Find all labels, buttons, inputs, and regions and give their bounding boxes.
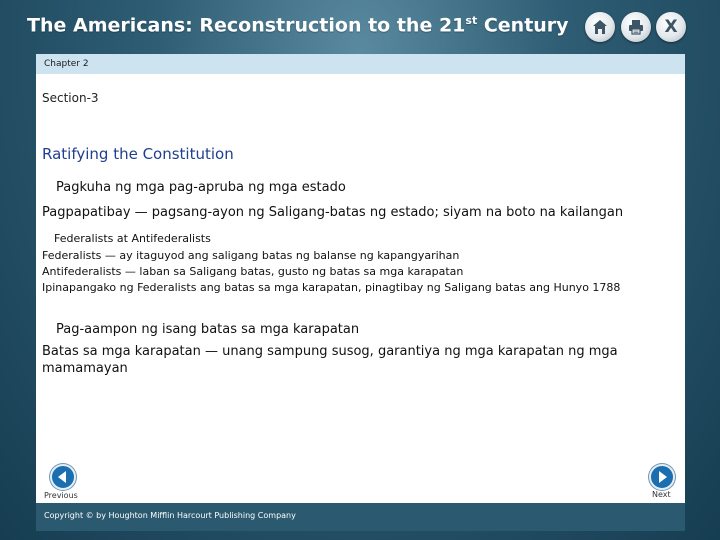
- arrow-right-icon: [651, 466, 673, 488]
- chapter-label: Chapter 2: [44, 59, 89, 69]
- bullet-heading: Pag-aampon ng isang batas sa mga karapatan: [56, 322, 360, 337]
- bullet-heading: Federalists at Antifederalists: [54, 232, 211, 245]
- copyright-text: Copyright © by Houghton Mifflin Harcourt Publishing Company: [44, 511, 296, 520]
- title-superscript: st: [465, 14, 478, 27]
- home-icon: [591, 18, 609, 36]
- bullet-heading: Pagkuha ng mga pag-apruba ng mga estado: [56, 180, 346, 195]
- close-button[interactable]: [656, 12, 686, 42]
- title-suffix: Century: [477, 14, 569, 37]
- next-label[interactable]: Next: [652, 490, 671, 499]
- page-title: [27, 14, 569, 36]
- print-icon: [627, 18, 645, 36]
- home-button[interactable]: [585, 12, 615, 42]
- content-panel: [36, 54, 685, 531]
- previous-button[interactable]: [50, 464, 76, 490]
- body-line: Pagpapatibay — pagsang-ayon ng Saligang-batas ng estado; siyam na boto na kailangan: [42, 205, 624, 220]
- title-prefix: The Americans: Reconstruction to the 21: [27, 14, 466, 37]
- body-line: mamamayan: [42, 361, 128, 376]
- print-button[interactable]: [621, 12, 651, 42]
- footer-bar: [36, 503, 685, 531]
- section-heading: Ratifying the Constitution: [42, 145, 234, 163]
- close-icon: X: [664, 17, 678, 37]
- body-line: Federalists — ay itaguyod ang saligang batas ng balanse ng kapangyarihan: [42, 249, 460, 262]
- body-line: Ipinapangako ng Federalists ang batas sa mga karapatan, pinagtibay ng Saligang batas ang Hunyo 1788: [42, 281, 621, 294]
- section-label: Section-3: [42, 91, 99, 105]
- next-button[interactable]: [649, 464, 675, 490]
- body-line: Antifederalists — laban sa Saligang batas, gusto ng batas sa mga karapatan: [42, 265, 464, 278]
- chapter-bar: [36, 54, 685, 74]
- body-line: Batas sa mga karapatan — unang sampung susog, garantiya ng mga karapatan ng mga: [42, 344, 618, 359]
- arrow-left-icon: [52, 466, 74, 488]
- previous-label[interactable]: Previous: [44, 491, 78, 500]
